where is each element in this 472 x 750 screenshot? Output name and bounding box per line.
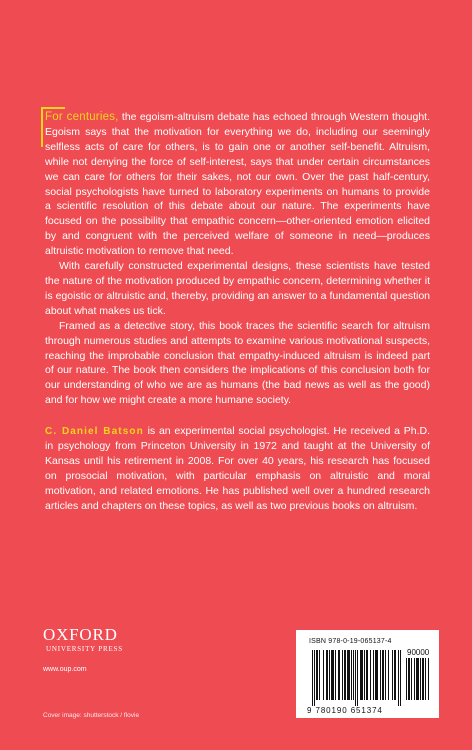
cover-image-credit: Cover image: shutterstock / flovie: [43, 712, 140, 719]
author-bio-text: is an experimental social psychologist. He received a Ph.D. in psychology from Princeton University in 1972 and taught at the University of Kansas until his retirement in 2008. For over 40 years, his research has focused on prosocial motivation, with particular emphasis on altruistic and moral motivation, and related emotions. He has published well over a hundred research articles and chapters on these topics, as well as two previous books on altruism.: [45, 425, 430, 512]
author-bio: [45, 424, 430, 514]
description-paragraph-3: Framed as a detective story, this book traces the scientific search for altruism through numerous studies and attempts to examine various motivational suspects, reaching the improbable conclusion that empathy-induced altruism is indeed part of our nature. The book then considers the implications of this conclusion both for our understanding of who we are as humans (the bad news as well as the good) and for how we might create a more humane society.: [45, 319, 430, 407]
description-paragraph-2: With carefully constructed experimental designs, these scientists have tested the nature of the motivation produced by empathic concern, determining whether it is egoistic or altruistic and, thereby, providing an answer to a fundamental question about what makes us tick.: [45, 260, 430, 317]
book-description: [45, 110, 430, 408]
isbn-label: ISBN 978-0-19-065137-4: [309, 638, 392, 645]
lead-in-text: For centuries,: [45, 111, 119, 123]
publisher-logo: OXFORD: [43, 625, 118, 644]
barcode-icon: [312, 650, 404, 706]
price-code: 90000: [407, 648, 430, 657]
barcode-digits: 9 780190 651374: [307, 706, 383, 715]
description-paragraph-1: [45, 110, 430, 259]
author-name: C. Daniel Batson: [45, 426, 144, 437]
publisher-subtitle: UNIVERSITY PRESS: [46, 645, 123, 653]
publisher-url: www.oup.com: [43, 666, 87, 673]
barcode-panel: [296, 630, 439, 718]
addon-barcode-icon: [406, 658, 430, 706]
paragraph-1-text: the egoism-altruism debate has echoed through Western thought. Egoism says that the motivation for everything we do, including our seemingly selfless acts of care for others, is to gain one or another self-benefit. Altruism, while not denying the force of self-interest, says that under certain circumstances we can care for others for their sakes, not our own. Over the past half-century, social psychologists have turned to laboratory experiments on humans to provide a scientific resolution of this debate about our nature. The experiments have focused on the possibility that empathic concern—other-oriented emotion elicited by and congruent with the perceived welfare of someone in need—produces altruistic motivation to remove that need.: [45, 111, 430, 258]
